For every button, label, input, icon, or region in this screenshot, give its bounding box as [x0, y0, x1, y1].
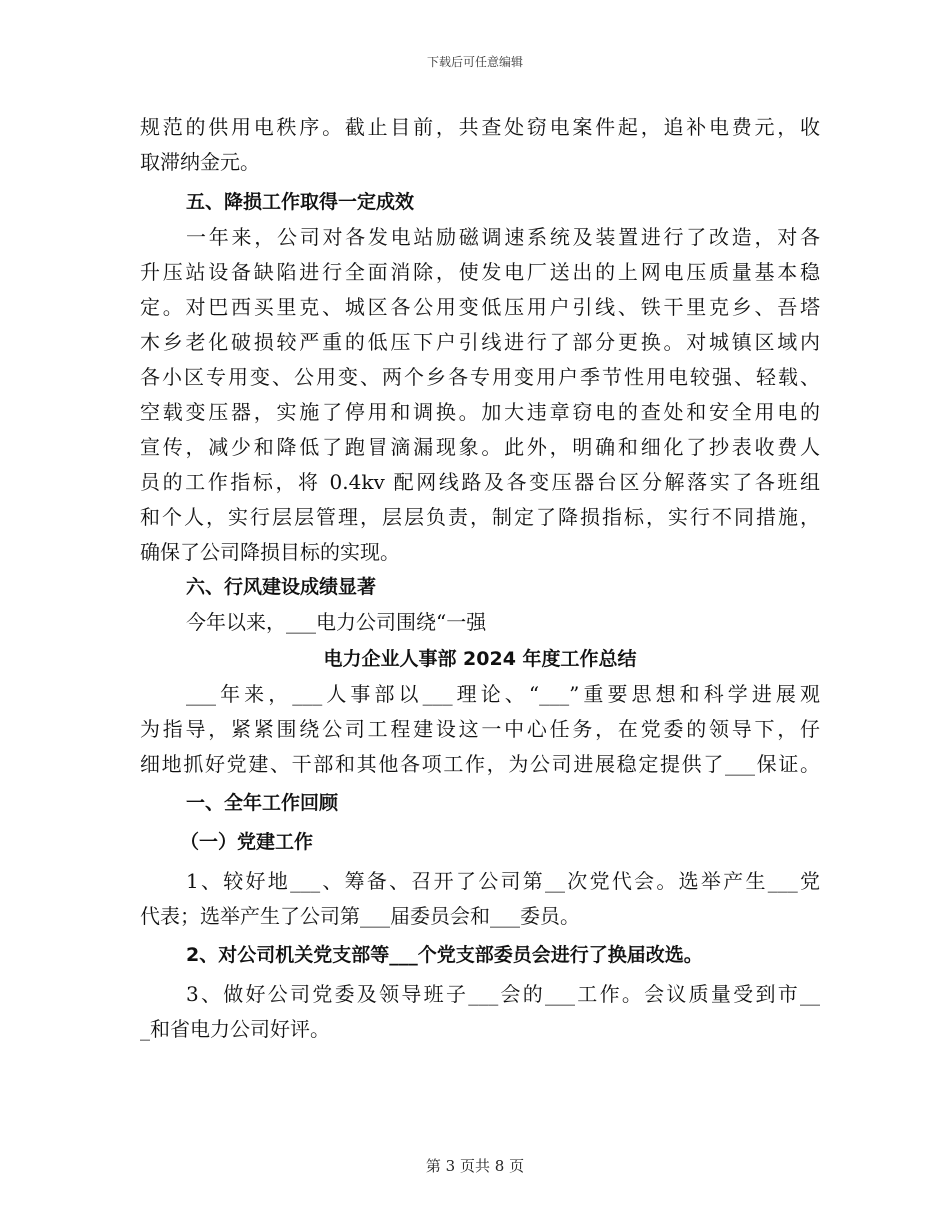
- body-line: _和省电力公司好评。: [140, 1017, 330, 1041]
- page-footer: 第 3 页共 8 页: [425, 1157, 525, 1175]
- body-line: 细地抓好党建、干部和其他各项工作，为公司进展稳定提供了___保证。: [140, 752, 820, 776]
- page-header: 下载后可任意编辑: [426, 55, 523, 69]
- document-title: 电力企业人事部 2024 年度工作总结: [323, 648, 637, 670]
- body-line: 宣传，减少和降低了跑冒滴漏现象。此外，明确和细化了抄表收费人: [140, 435, 820, 459]
- body-line: 取滞纳金元。: [140, 150, 260, 174]
- body-line: 3、做好公司党委及领导班子___会的___工作。会议质量受到市__: [186, 982, 820, 1006]
- document-body: [140, 110, 820, 1047]
- list-item-bold: 2、对公司机关党支部等___个党支部委员会进行了换届改选。: [186, 944, 703, 966]
- body-line: 规范的供用电秩序。截止目前，共查处窃电案件起，追补电费元，收: [140, 115, 820, 139]
- body-line: 空载变压器，实施了停用和调换。加大违章窃电的查处和安全用电的: [140, 400, 820, 424]
- body-line: 为指导，紧紧围绕公司工程建设这一中心任务，在党委的领导下，仔: [140, 717, 820, 741]
- section-heading-5: 五、降损工作取得一定成效: [186, 191, 415, 213]
- body-line: 定。对巴西买里克、城区各公用变低压用户引线、铁干里克乡、吾塔: [140, 295, 820, 319]
- body-line: 确保了公司降损目标的实现。: [140, 540, 400, 564]
- body-line: 木乡老化破损较严重的低压下户引线进行了部分更换。对城镇区域内: [140, 330, 820, 354]
- body-line: 各小区专用变、公用变、两个乡各专用变用户季节性用电较强、轻载、: [140, 365, 820, 389]
- section-heading-1: 一、全年工作回顾: [186, 792, 339, 814]
- body-line: 升压站设备缺陷进行全面消除，使发电厂送出的上网电压质量基本稳: [140, 260, 820, 284]
- body-line: 代表；选举产生了公司第___届委员会和___委员。: [140, 904, 580, 928]
- subsection-heading: （一）党建工作: [180, 831, 314, 853]
- section-heading-6: 六、行风建设成绩显著: [186, 576, 377, 598]
- body-line: 1、较好地___、筹备、召开了公司第__次党代会。选举产生___党: [186, 869, 820, 893]
- body-line: 一年来，公司对各发电站励磁调速系统及装置进行了改造，对各: [186, 225, 820, 249]
- body-line: 员的工作指标，将 0.4kv 配网线路及各变压器台区分解落实了各班组: [140, 470, 820, 494]
- body-line: 和个人，实行层层管理，层层负责，制定了降损指标，实行不同措施，: [140, 505, 820, 529]
- body-line: 今年以来，___电力公司围绕“一强: [186, 610, 487, 634]
- body-line: ___年来，___人事部以___理论、“___”重要思想和科学进展观: [186, 682, 820, 706]
